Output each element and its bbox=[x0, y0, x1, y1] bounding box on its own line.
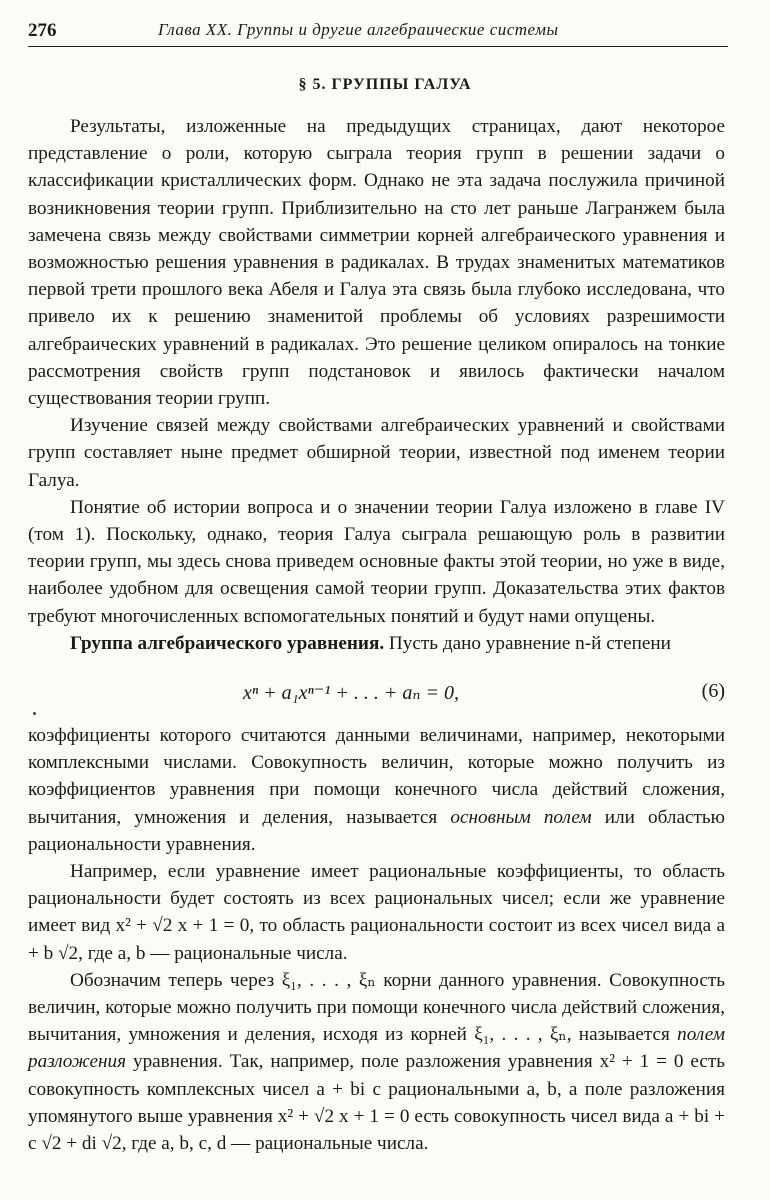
text-block-lower bbox=[28, 722, 725, 1157]
paragraph-7-text-b: уравнения. Так, например, поле разложения уравнения x² + 1 = 0 есть совокупность комплексных чисел a + bi с рациональными a, b, а поле разложения упомянутого выше уравнения x² + √2 x + 1 = 0 есть совокупность чисел вида a + bi + c √2 + di √2, где a, b, c, d — рациональные числа. bbox=[28, 1051, 725, 1155]
print-speck bbox=[33, 712, 36, 715]
section-title: § 5. ГРУППЫ ГАЛУА bbox=[298, 76, 472, 93]
text-block-upper bbox=[28, 113, 725, 657]
page-header bbox=[28, 18, 728, 47]
page-number: 276 bbox=[28, 20, 57, 41]
paragraph-7-text-a: Обозначим теперь через ξ₁, . . . , ξₙ корни данного уравнения. Совокупность величин, которые можно получить при помощи конечного числа действий сложения, вычитания, умножения и деления, исходя из корней ξ₁, . . . , ξₙ, называется bbox=[28, 969, 725, 1046]
paragraph-5-text-b: или областью рациональности уравнения. bbox=[28, 806, 725, 855]
term-splitting-field: полем разложения bbox=[28, 1024, 725, 1073]
equation: xⁿ + a₁xⁿ⁻¹ + . . . + aₙ = 0, bbox=[243, 682, 459, 704]
paragraph-4 bbox=[28, 630, 725, 657]
equation-number: (6) bbox=[701, 680, 725, 702]
equation-line bbox=[28, 678, 725, 710]
paragraph-6: Например, если уравнение имеет рациональные коэффициенты, то область рациональности будет состоять из всех рациональных чисел; если же уравнение имеет вид x² + √2 x + 1 = 0, то область рациональности состоит из всех чисел вида a + b √2, где a, b — рациональные числа. bbox=[28, 861, 725, 964]
paragraph-heading: Группа алгебраического уравнения. bbox=[70, 632, 385, 654]
paragraph-5 bbox=[28, 722, 725, 858]
running-title: Глава XX. Группы и другие алгебраические системы bbox=[158, 20, 559, 39]
paragraph-7 bbox=[28, 967, 725, 1157]
paragraph-2: Изучение связей между свойствами алгебраических уравнений и свойствами групп составляет ныне предмет обширной теории, известной под именем теории Галуа. bbox=[28, 415, 725, 491]
paragraph-5-text-a: коэффициенты которого считаются данными величинами, например, некоторыми комплексными числами. Совокупность величин, которые можно получить из коэффициентов уравнения при помощи конечного числа действий сложения, вычитания, умножения и деления, называется bbox=[28, 725, 725, 828]
paragraph-3: Понятие об истории вопроса и о значении теории Галуа изложено в главе IV (том 1). Поскольку, однако, теория Галуа сыграла решающую роль в развитии теории групп, мы здесь снова приведем основные факты этой теории, но уже в виде, наиболее удобном для освещения самой теории групп. Доказательства этих фактов требуют многочисленных вспомогательных понятий и будут нами опущены. bbox=[28, 496, 725, 627]
paragraph-4-text: Пусть дано уравнение n-й степени bbox=[384, 632, 671, 654]
paragraph-1: Результаты, изложенные на предыдущих страницах, дают некоторое представление о роли, которую сыграла теория групп в решении задачи о классификации кристаллических форм. Однако не эта задача послужила причиной возникновения теории групп. Приблизительно на сто лет раньше Лагранжем была замечена связь между свойствами симметрии корней алгебраического уравнения и возможностью решения уравнения в радикалах. В трудах знаменитых математиков первой трети прошлого века Абеля и Галуа эта связь была глубоко исследована, что привело их к решению знаменитой проблемы об условиях разрешимости алгебраических уравнений в радикалах. Это решение целиком опиралось на тонкие рассмотрения свойств групп подстановок и явилось фактически началом существования теории групп. bbox=[28, 116, 725, 410]
term-base-field: основным полем bbox=[450, 806, 592, 828]
